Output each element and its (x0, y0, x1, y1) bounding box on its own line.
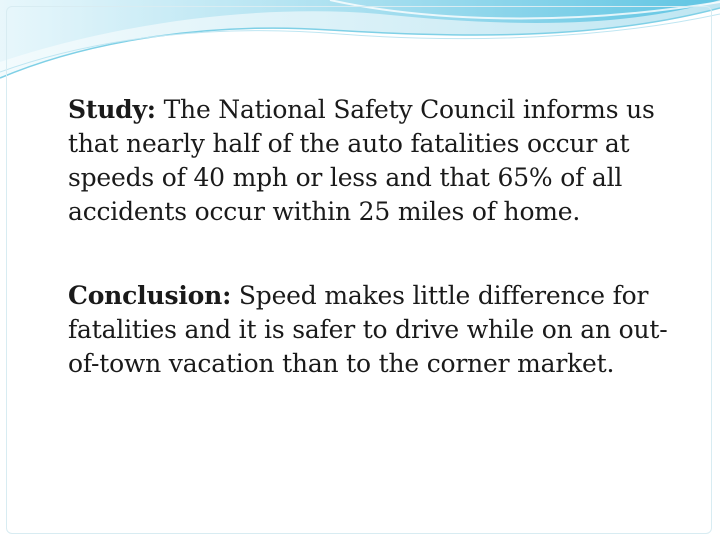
study-paragraph (68, 93, 678, 229)
wave-header-decoration (0, 0, 720, 90)
conclusion-label: Conclusion: (68, 281, 232, 310)
conclusion-text: Speed makes little difference for fatalities and it is safer to drive while on an out-of-town vacation than to the corner market. (68, 281, 668, 378)
conclusion-paragraph (68, 279, 678, 381)
slide-body (68, 93, 678, 381)
study-label: Study: (68, 95, 156, 124)
study-text: The National Safety Council informs us that nearly half of the auto fatalities occur at speeds of 40 mph or less and that 65% of all accidents occur within 25 miles of home. (68, 95, 655, 226)
